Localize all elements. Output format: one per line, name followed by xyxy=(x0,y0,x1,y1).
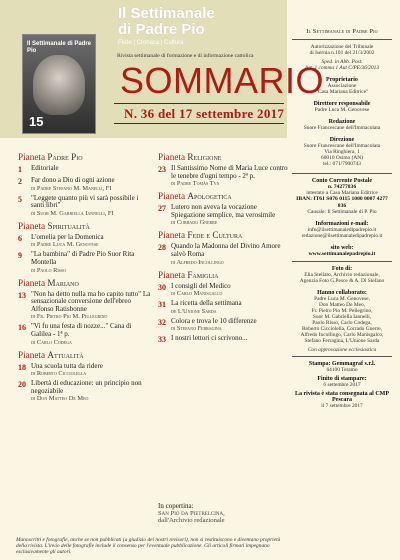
issue-rule-top xyxy=(114,103,284,104)
cover-credit-line-1: San Pio da Pietrelcina, xyxy=(158,510,225,517)
entry-author: di Paolo Risso xyxy=(31,266,67,274)
entry-title: I consigli del Medico xyxy=(171,281,231,290)
toc-entry xyxy=(18,165,152,174)
sidebar-heading: Direttore responsabile xyxy=(313,101,371,107)
sidebar-text: Paolo Risso, Carlo Codega, xyxy=(312,319,372,326)
entry-title: Lutero non aveva la vocazione Spiegazione semplice, ma verosimile xyxy=(171,203,276,219)
ecclesiastical-approval: Con approvazione ecclesiastica xyxy=(307,346,377,353)
entry-author: di Carlo Codega xyxy=(31,338,72,346)
sidebar-heading: Direzione xyxy=(329,137,355,143)
sidebar-heading: Foto di: xyxy=(331,265,353,272)
cover-credit-title: In copertina: xyxy=(158,502,194,510)
toc-entry xyxy=(158,335,292,344)
entry-body xyxy=(31,323,152,345)
section-word: Pianeta xyxy=(158,230,188,241)
section-word: Pianeta xyxy=(18,277,48,288)
section-name: Attualità xyxy=(47,349,84,360)
sidebar-rule xyxy=(292,356,392,357)
toc-entry xyxy=(158,300,292,315)
cover-thumbnail xyxy=(22,34,96,134)
sidebar-text: 60010 Osimo (AN) xyxy=(321,155,363,161)
sidebar-gap xyxy=(292,113,392,116)
toc-entry xyxy=(18,363,152,378)
toc-entry xyxy=(18,251,152,273)
entry-body xyxy=(171,335,247,344)
page-number: 30 xyxy=(158,282,166,292)
account-number: n. 74277836 xyxy=(327,184,357,190)
sidebar-gap xyxy=(292,71,392,74)
page-number: 18 xyxy=(18,362,26,372)
section-name: Spiritualità xyxy=(47,220,90,231)
section-word: Pianeta xyxy=(18,220,48,231)
sidebar-heading: sito web: xyxy=(330,245,354,252)
toc-entry xyxy=(18,323,152,345)
entry-title: "La bambina" di Padre Pio Suor Rita Montella xyxy=(31,250,135,266)
left-column xyxy=(18,148,152,405)
tagline: Rivista settimanale di formazione e di informazione cattolica xyxy=(117,53,254,59)
masthead-line-2: di Padre Pio xyxy=(118,21,205,38)
page-number: 1 xyxy=(18,165,22,174)
toc-entry xyxy=(158,204,292,226)
entry-title: I nostri lettori ci scrivono... xyxy=(171,334,248,343)
toc-entry xyxy=(158,243,292,265)
footnote: Manoscritti e fotografie, anche se non pubblicati (a giudizio dei nostri revisori), non si restituiscono e diventano proprietà della rivista. L'invio delle fotografie include il consenso per l'eventuale pubblicazione. Gli articoli firmati impegnano esclusivamente gli autori. xyxy=(16,537,281,555)
sidebar-text: il 7 settembre 2017 xyxy=(321,402,363,409)
entry-body xyxy=(31,234,104,249)
entry-title: La ricetta della settimana xyxy=(171,299,242,308)
entry-title: Quando la Madonna del Divino Amore salvò Roma xyxy=(171,242,281,258)
page-number: 20 xyxy=(18,380,26,390)
entry-title: Una scuola tutta da ridere xyxy=(31,361,103,370)
sidebar-heading: Hanno collaborato: xyxy=(317,289,367,296)
toc-entry xyxy=(18,195,152,217)
iban: IBAN: IT61 S076 0115 1000 0007 4277 836 xyxy=(296,196,388,209)
cover-masthead: Il Settimanale di Padre Pio xyxy=(27,41,92,54)
sidebar-gap xyxy=(292,167,392,170)
page-number: 32 xyxy=(158,317,166,327)
section-name: Mariano xyxy=(47,277,79,288)
entry-body xyxy=(171,243,292,265)
entry-author: di Padre Luca M. Genovese xyxy=(31,241,99,249)
sidebar-text: Associazione xyxy=(327,83,357,89)
sidebar-rule xyxy=(292,261,392,262)
entry-body xyxy=(31,195,152,217)
entry-author: di Suor M. Gabriella Iannelli, FI xyxy=(31,209,114,217)
entry-body xyxy=(31,177,115,192)
sidebar-text: Via Ringhiera, 1 xyxy=(324,149,360,155)
toc-entry xyxy=(18,177,152,192)
entry-body xyxy=(31,165,59,174)
entry-body xyxy=(171,165,292,187)
entry-author: di Fr. Pietro Pio M. Pellegrino xyxy=(31,313,108,321)
padre-pio-portrait xyxy=(33,55,85,115)
section-word: Pianeta xyxy=(18,152,48,162)
entry-body xyxy=(171,283,231,298)
sidebar-heading: Conto Corrente Postale xyxy=(311,178,373,184)
sidebar-gap xyxy=(292,284,392,287)
sidebar-text: Suore Francescane dell'Immacolata xyxy=(303,125,381,131)
sidebar-text: 6 settembre 2017 xyxy=(323,381,361,388)
sidebar-text: 64100 Teramo xyxy=(326,366,358,373)
page-number: 5 xyxy=(18,194,22,204)
issue-rule-bottom xyxy=(114,123,284,124)
toc-entry xyxy=(158,283,292,298)
entry-author: di Roberto Cicciolella xyxy=(31,370,87,378)
email-address: info@ilsettimanaledipadrepio.it xyxy=(307,227,377,234)
sidebar-text: Autorizzazione del Tribunale xyxy=(310,44,374,50)
entry-author: di Corrado Gnerre xyxy=(171,219,218,227)
section-heading xyxy=(158,191,292,201)
website-url: www.settimanalepadrepio.it xyxy=(308,251,376,258)
entry-body xyxy=(171,204,292,226)
entry-author: di Carlo Manisgalco xyxy=(171,290,223,298)
toc-entry xyxy=(18,291,152,321)
right-column xyxy=(158,148,292,347)
section-heading xyxy=(18,221,152,231)
email-address: redazione@ilsettimanaledipadrepio.it xyxy=(301,233,383,240)
sidebar-text: "Casa Mariana Editrice" xyxy=(315,89,369,95)
sidebar-text: Suor M. Gabriella Iannelli, xyxy=(312,313,372,320)
section-name: Apologetica xyxy=(187,191,232,202)
sidebar-title: Il Settimanale di Padre Pio xyxy=(306,28,378,35)
masthead-line-1: Il Settimanale xyxy=(118,5,215,22)
entry-body xyxy=(31,363,103,378)
section-word: Pianeta xyxy=(18,349,48,360)
masthead-subtitle: Fede | Cronaca | Cultura xyxy=(118,40,184,46)
sidebar-heading: La rivista è stata consegnata al CMP Pescara xyxy=(295,390,389,403)
entry-body xyxy=(171,300,242,315)
page-number: 23 xyxy=(158,165,166,174)
cover-credit-line-2: dall'Archivio redazionale xyxy=(158,517,225,524)
page-number: 31 xyxy=(158,300,166,310)
cover-credit xyxy=(158,502,284,532)
issue-line: N. 36 del 17 settembre 2017 xyxy=(124,106,285,121)
masthead xyxy=(118,6,215,38)
sidebar-text: Fr. Pietro Pio M. Pellegrino, xyxy=(311,307,373,314)
entry-author: di Alfredo Incollingo xyxy=(171,258,224,266)
entry-author: di Don Matteo De Meo xyxy=(31,395,89,403)
entry-body xyxy=(31,291,152,321)
entry-title: Colora e trova le 10 differenze xyxy=(171,316,257,325)
sidebar-text: Roberto Cicciolella, Corrado Gnerre, xyxy=(301,325,383,332)
page-number: 9 xyxy=(18,251,22,261)
entry-body xyxy=(31,380,152,402)
toc-entry xyxy=(18,380,152,402)
sidebar-heading: Redazione xyxy=(328,119,356,125)
entry-title: L'omelia per la Domenica xyxy=(31,232,104,241)
sidebar-text: di Isernia n.101 del 21/3/2002 xyxy=(309,50,375,56)
entry-title: "Leggete quanto più vi sarà possibile i santi libri" xyxy=(31,193,139,210)
section-name: Padre Pio xyxy=(47,152,83,162)
sidebar-gap xyxy=(292,239,392,242)
entry-title: Far dono a Dio di ogni azione xyxy=(31,176,115,184)
cover-number: 15 xyxy=(29,114,44,129)
sidebar-gap xyxy=(292,95,392,98)
entry-author: di Stefano Ferragina xyxy=(171,325,222,333)
section-heading xyxy=(158,230,292,240)
sidebar-heading: Proprietario xyxy=(326,77,358,83)
sidebar-text: Suore Francescane dell'Immacolata xyxy=(303,143,381,149)
causale: Causale: Il Settimanale di P. Pio xyxy=(307,209,377,216)
entry-author: di Padre Stefano M. Manelli, FI xyxy=(31,184,112,192)
sidebar-rule xyxy=(292,39,392,40)
page-number: 27 xyxy=(158,204,166,214)
entry-author: di Padre Tomás Tyn xyxy=(171,180,220,188)
section-heading xyxy=(18,152,152,162)
sidebar-heading: Stampa: Gemmagraf s.r.l. xyxy=(308,360,376,367)
entry-title: "Vi fu una festa di nozze..." Cana di Galilea - 1ª p. xyxy=(31,322,132,338)
entry-title: Editoriale xyxy=(31,164,59,172)
section-name: Religione xyxy=(187,152,222,162)
sidebar-text: Don Matteo De Meo, xyxy=(318,301,366,308)
page-number: 16 xyxy=(18,323,26,333)
section-name: Famiglia xyxy=(187,269,219,280)
section-heading xyxy=(18,350,152,360)
page-number: 33 xyxy=(158,335,166,345)
page-number: 6 xyxy=(18,233,22,243)
header-band xyxy=(0,0,325,138)
sidebar-text: tel.: 071/7900743 xyxy=(322,161,362,167)
entry-body xyxy=(31,251,152,273)
section-word: Pianeta xyxy=(158,269,188,280)
sidebar-text: Alfredo Incollingo, Carlo Manisgalco, xyxy=(300,331,384,338)
toc-entry xyxy=(158,165,292,187)
sidebar-text: Agenzia Foto G.Pesce & A. Di Stefano xyxy=(299,277,385,284)
toc-entry xyxy=(18,234,152,249)
page-number: 28 xyxy=(158,243,166,253)
section-heading xyxy=(158,152,292,162)
section-heading xyxy=(158,270,292,280)
sidebar-text: Padre Luca M. Genovese, xyxy=(314,295,370,302)
colophon-sidebar xyxy=(292,28,392,554)
sidebar-heading: Finito di stampare: xyxy=(317,375,367,382)
section-word: Pianeta xyxy=(158,191,188,202)
sidebar-rule xyxy=(292,173,392,174)
sidebar-text: Padre Luca M. Genovese xyxy=(314,107,370,113)
section-name: Fede e Cultura xyxy=(187,230,243,241)
page-number: 2 xyxy=(18,177,22,186)
entry-body xyxy=(171,318,257,333)
sidebar-heading: Informazioni e-mail: xyxy=(315,221,369,228)
entry-title: Il Santissimo Nome di Maria Luce contro le tenebre d'ogni tempo - 2ª p. xyxy=(171,164,288,180)
entry-title: Libertà di educazione: un principio non negoziabile xyxy=(31,379,142,395)
section-word: Pianeta xyxy=(158,152,188,162)
sidebar-text: Stefano Ferragina, L'Unione Sarda xyxy=(304,337,380,344)
account-holder: intestato a Casa Mariana Editrice xyxy=(306,190,378,197)
sidebar-italic: Sped. in Abb. Post. xyxy=(321,59,363,65)
sidebar-gap xyxy=(292,131,392,134)
page-number: 13 xyxy=(18,290,26,300)
sidebar-gap xyxy=(292,215,392,218)
entry-author: de L'Unione Sarda xyxy=(171,307,217,315)
entry-title: "Non ha detto nulla ma ho capito tutto" La sensazionale conversione dell'ebreo Alfonso Ratisbonne xyxy=(31,289,151,313)
sidebar-text: Elia Stellato, Archivio redazionale, xyxy=(304,271,380,278)
toc-entry xyxy=(158,318,292,333)
sidebar-italic: Art. 1 comma 1 Aut C/PE/36/2013 xyxy=(304,65,380,71)
sommario-title: SOMMARIO xyxy=(120,60,325,101)
section-heading xyxy=(18,278,152,288)
